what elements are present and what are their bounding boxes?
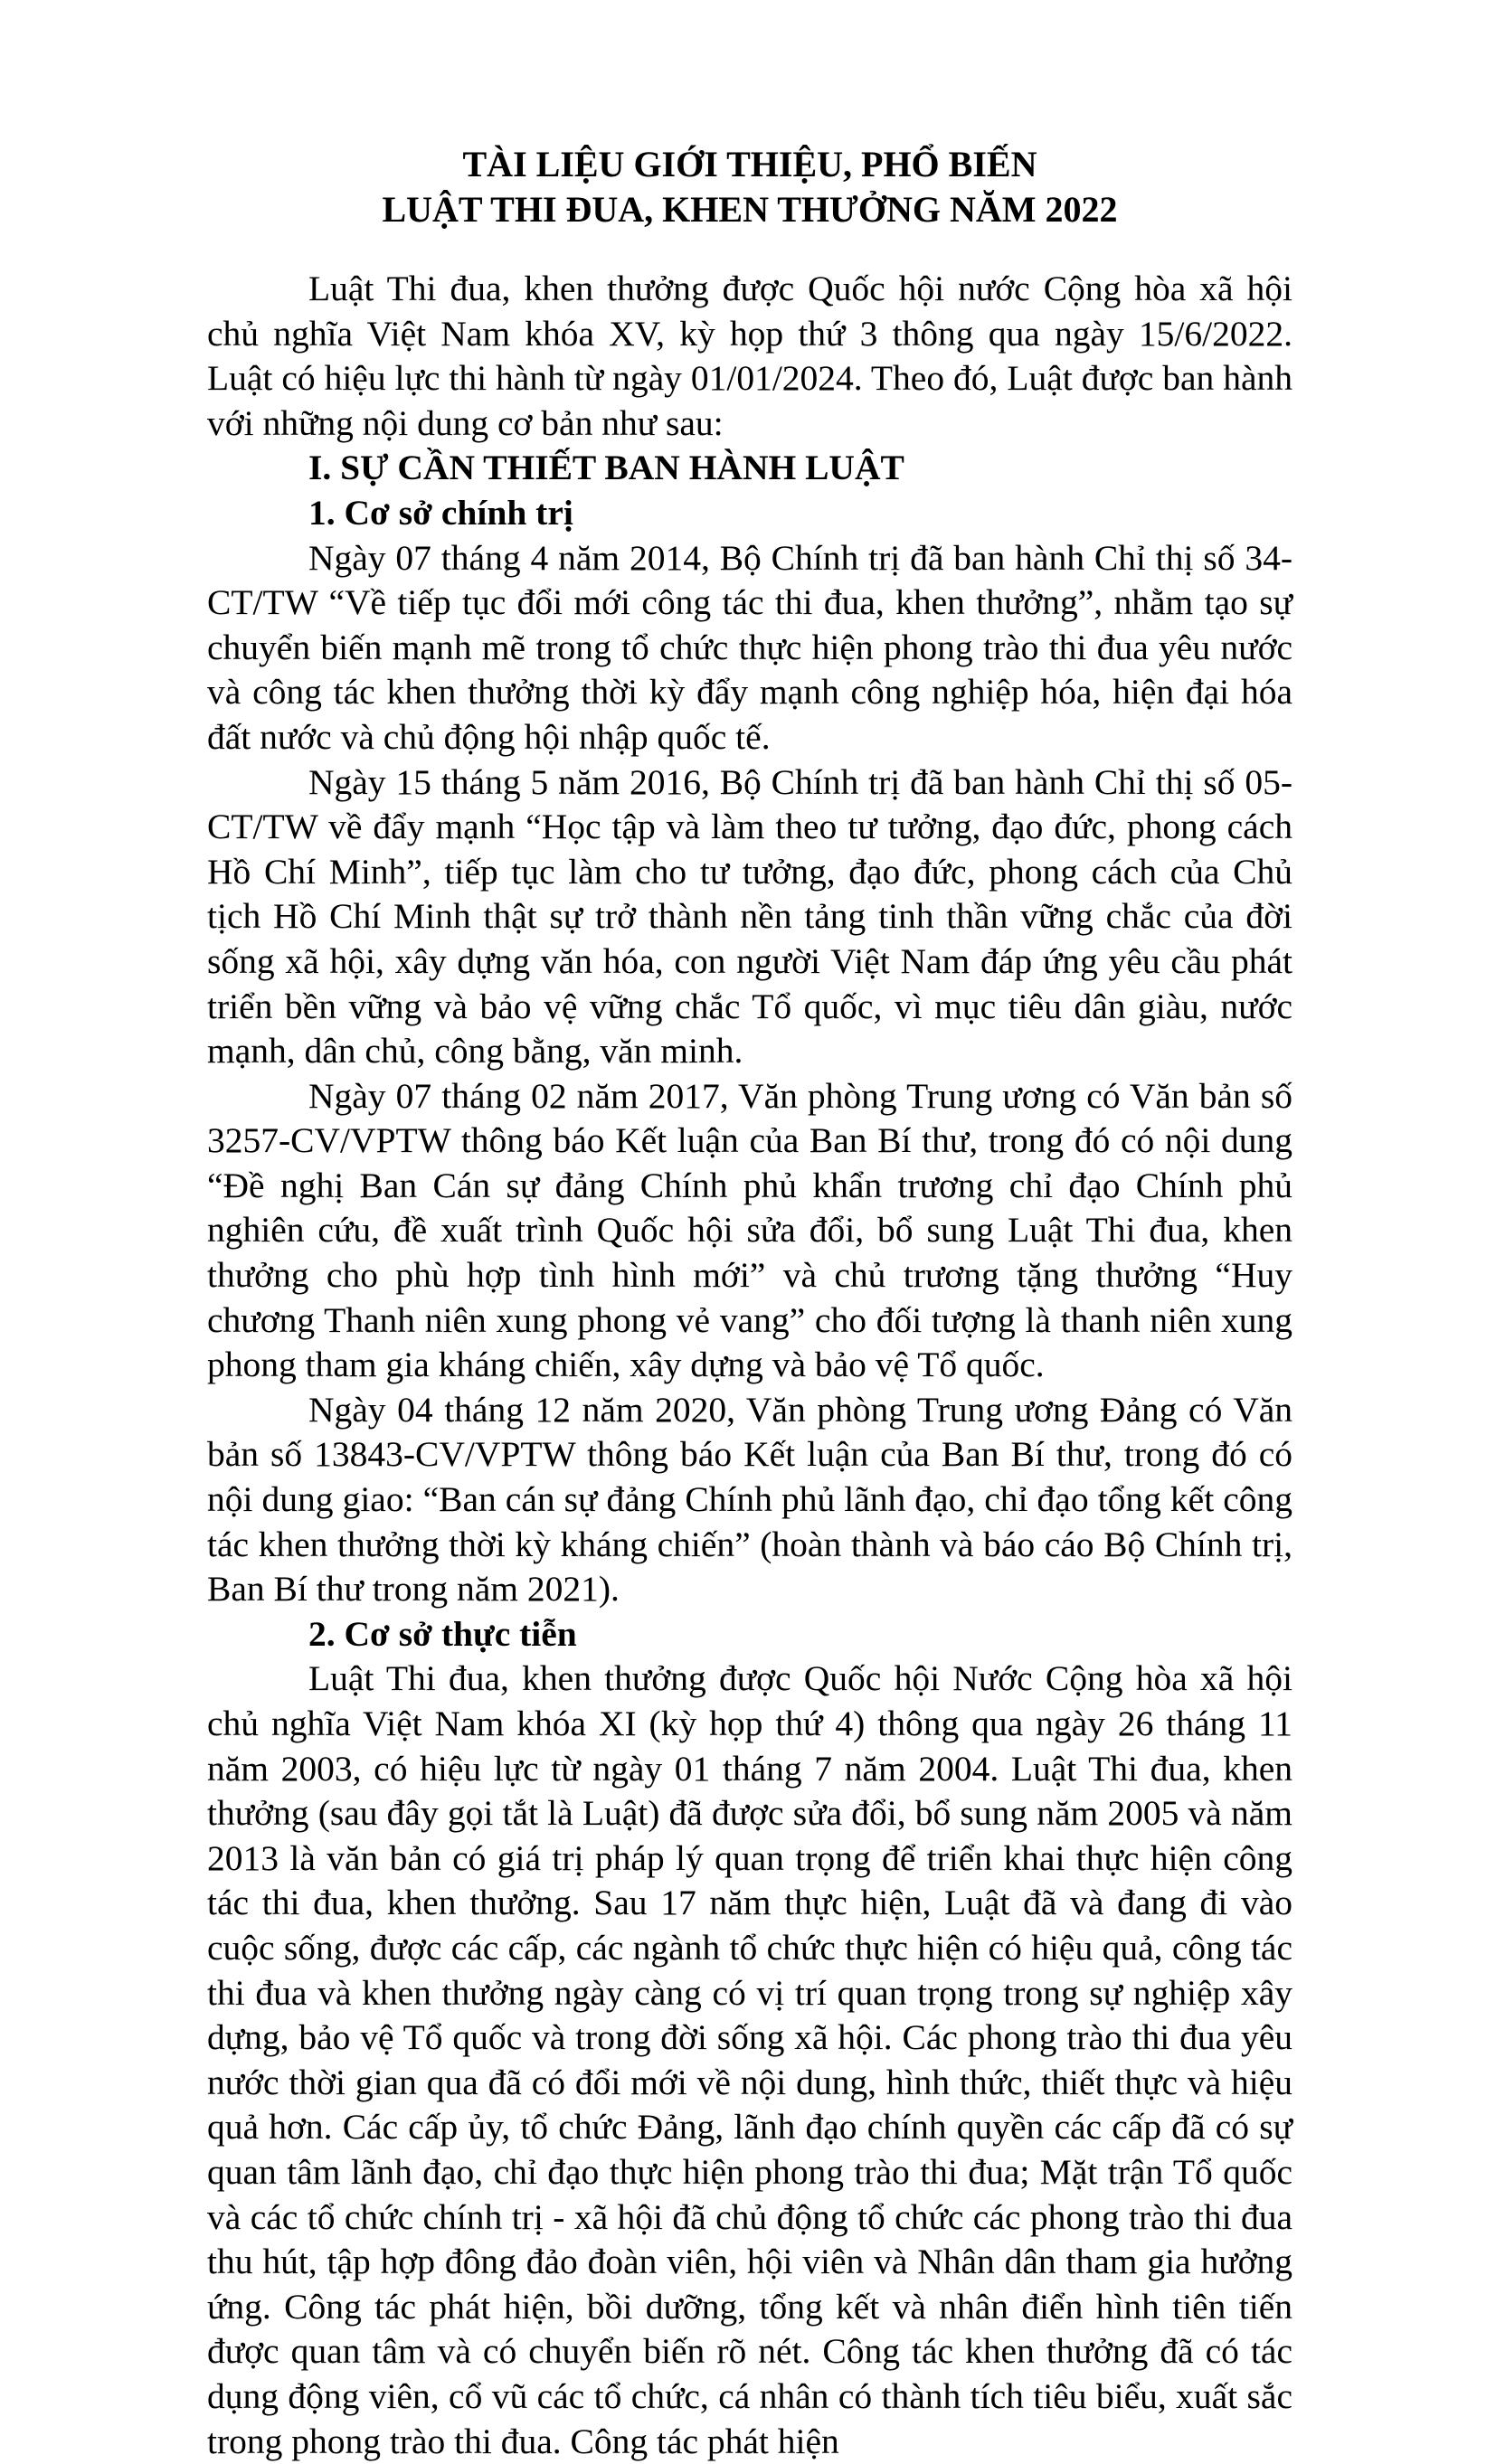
subsection-heading-political-basis: 1. Cơ sở chính trị <box>308 492 573 533</box>
section-heading-1: I. SỰ CẦN THIẾT BAN HÀNH LUẬT <box>308 448 904 488</box>
title-line-1: TÀI LIỆU GIỚI THIỆU, PHỔ BIẾN <box>462 144 1037 184</box>
intro-paragraph: Luật Thi đua, khen thưởng được Quốc hội nước Cộng hòa xã hội chủ nghĩa Việt Nam khóa XV, kỳ họp thứ 3 thông qua ngày 15/6/2022. Luật có hiệu lực thi hành từ ngày 01/01/2024. Theo đó, Luật được ban hành với những nội dung cơ bản như sau: <box>207 269 1292 443</box>
paragraph-document-3257: Ngày 07 tháng 02 năm 2017, Văn phòng Trung ương có Văn bản số 3257-CV/VPTW thông báo Kết luận của Ban Bí thư, trong đó có nội dung “Đề nghị Ban Cán sự đảng Chính phủ khẩn trương chỉ đạo Chính phủ nghiên cứu, đề xuất trình Quốc hội sửa đổi, bổ sung Luật Thi đua, khen thưởng cho phù hợp tình hình mới” và chủ trương tặng thưởng “Huy chương Thanh niên xung phong vẻ vang” cho đối tượng là thanh niên xung phong tham gia kháng chiến, xây dựng và bảo vệ Tổ quốc. <box>207 1075 1292 1385</box>
document-content <box>207 142 1292 2464</box>
subsection-heading-practical-basis: 2. Cơ sở thực tiễn <box>308 1613 577 1654</box>
paragraph-directive-05: Ngày 15 tháng 5 năm 2016, Bộ Chính trị đã ban hành Chỉ thị số 05-CT/TW về đẩy mạnh “Học tập và làm theo tư tưởng, đạo đức, phong cách Hồ Chí Minh”, tiếp tục làm cho tư tưởng, đạo đức, phong cách của Chủ tịch Hồ Chí Minh thật sự trở thành nền tảng tinh thần vững chắc của đời sống xã hội, xây dựng văn hóa, con người Việt Nam đáp ứng yêu cầu phát triển bền vững và bảo vệ vững chắc Tổ quốc, vì mục tiêu dân giàu, nước mạnh, dân chủ, công bằng, văn minh. <box>207 761 1292 1072</box>
title-line-2: LUẬT THI ĐUA, KHEN THƯỞNG NĂM 2022 <box>382 189 1118 230</box>
document-title <box>207 142 1292 232</box>
paragraph-directive-34: Ngày 07 tháng 4 năm 2014, Bộ Chính trị đã ban hành Chỉ thị số 34-CT/TW “Về tiếp tục đổi mới công tác thi đua, khen thưởng”, nhằm tạo sự chuyển biến mạnh mẽ trong tổ chức thực hiện phong trào thi đua yêu nước và công tác khen thưởng thời kỳ đẩy mạnh công nghiệp hóa, hiện đại hóa đất nước và chủ động hội nhập quốc tế. <box>207 537 1292 757</box>
paragraph-practical-basis: Luật Thi đua, khen thưởng được Quốc hội Nước Cộng hòa xã hội chủ nghĩa Việt Nam khóa XI (kỳ họp thứ 4) thông qua ngày 26 tháng 11 năm 2003, có hiệu lực từ ngày 01 tháng 7 năm 2004. Luật Thi đua, khen thưởng (sau đây gọi tắt là Luật) đã được sửa đổi, bổ sung năm 2005 và năm 2013 là văn bản có giá trị pháp lý quan trọng để triển khai thực hiện công tác thi đua, khen thưởng. Sau 17 năm thực hiện, Luật đã và đang đi vào cuộc sống, được các cấp, các ngành tổ chức thực hiện có hiệu quả, công tác thi đua và khen thưởng ngày càng có vị trí quan trọng trong sự nghiệp xây dựng, bảo vệ Tổ quốc và trong đời sống xã hội. Các phong trào thi đua yêu nước thời gian qua đã có đổi mới về nội dung, hình thức, thiết thực và hiệu quả hơn. Các cấp ủy, tổ chức Đảng, lãnh đạo chính quyền các cấp đã có sự quan tâm lãnh đạo, chỉ đạo thực hiện phong trào thi đua; Mặt trận Tổ quốc và các tổ chức chính trị - xã hội đã chủ động tổ chức các phong trào thi đua thu hút, tập hợp đông đảo đoàn viên, hội viên và Nhân dân tham gia hưởng ứng. Công tác phát hiện, bồi dưỡng, tổng kết và nhân điển hình tiên tiến được quan tâm và có chuyển biến rõ nét. Công tác khen thưởng đã có tác dụng động viên, cổ vũ các tổ chức, cá nhân có thành tích tiêu biểu, xuất sắc trong phong trào thi đua. Công tác phát hiện <box>207 1658 1292 2461</box>
paragraph-document-13843: Ngày 04 tháng 12 năm 2020, Văn phòng Trung ương Đảng có Văn bản số 13843-CV/VPTW thông báo Kết luận của Ban Bí thư, trong đó có nội dung giao: “Ban cán sự đảng Chính phủ lãnh đạo, chỉ đạo tổng kết công tác khen thưởng thời kỳ kháng chiến” (hoàn thành và báo cáo Bộ Chính trị, Ban Bí thư trong năm 2021). <box>207 1389 1292 1610</box>
